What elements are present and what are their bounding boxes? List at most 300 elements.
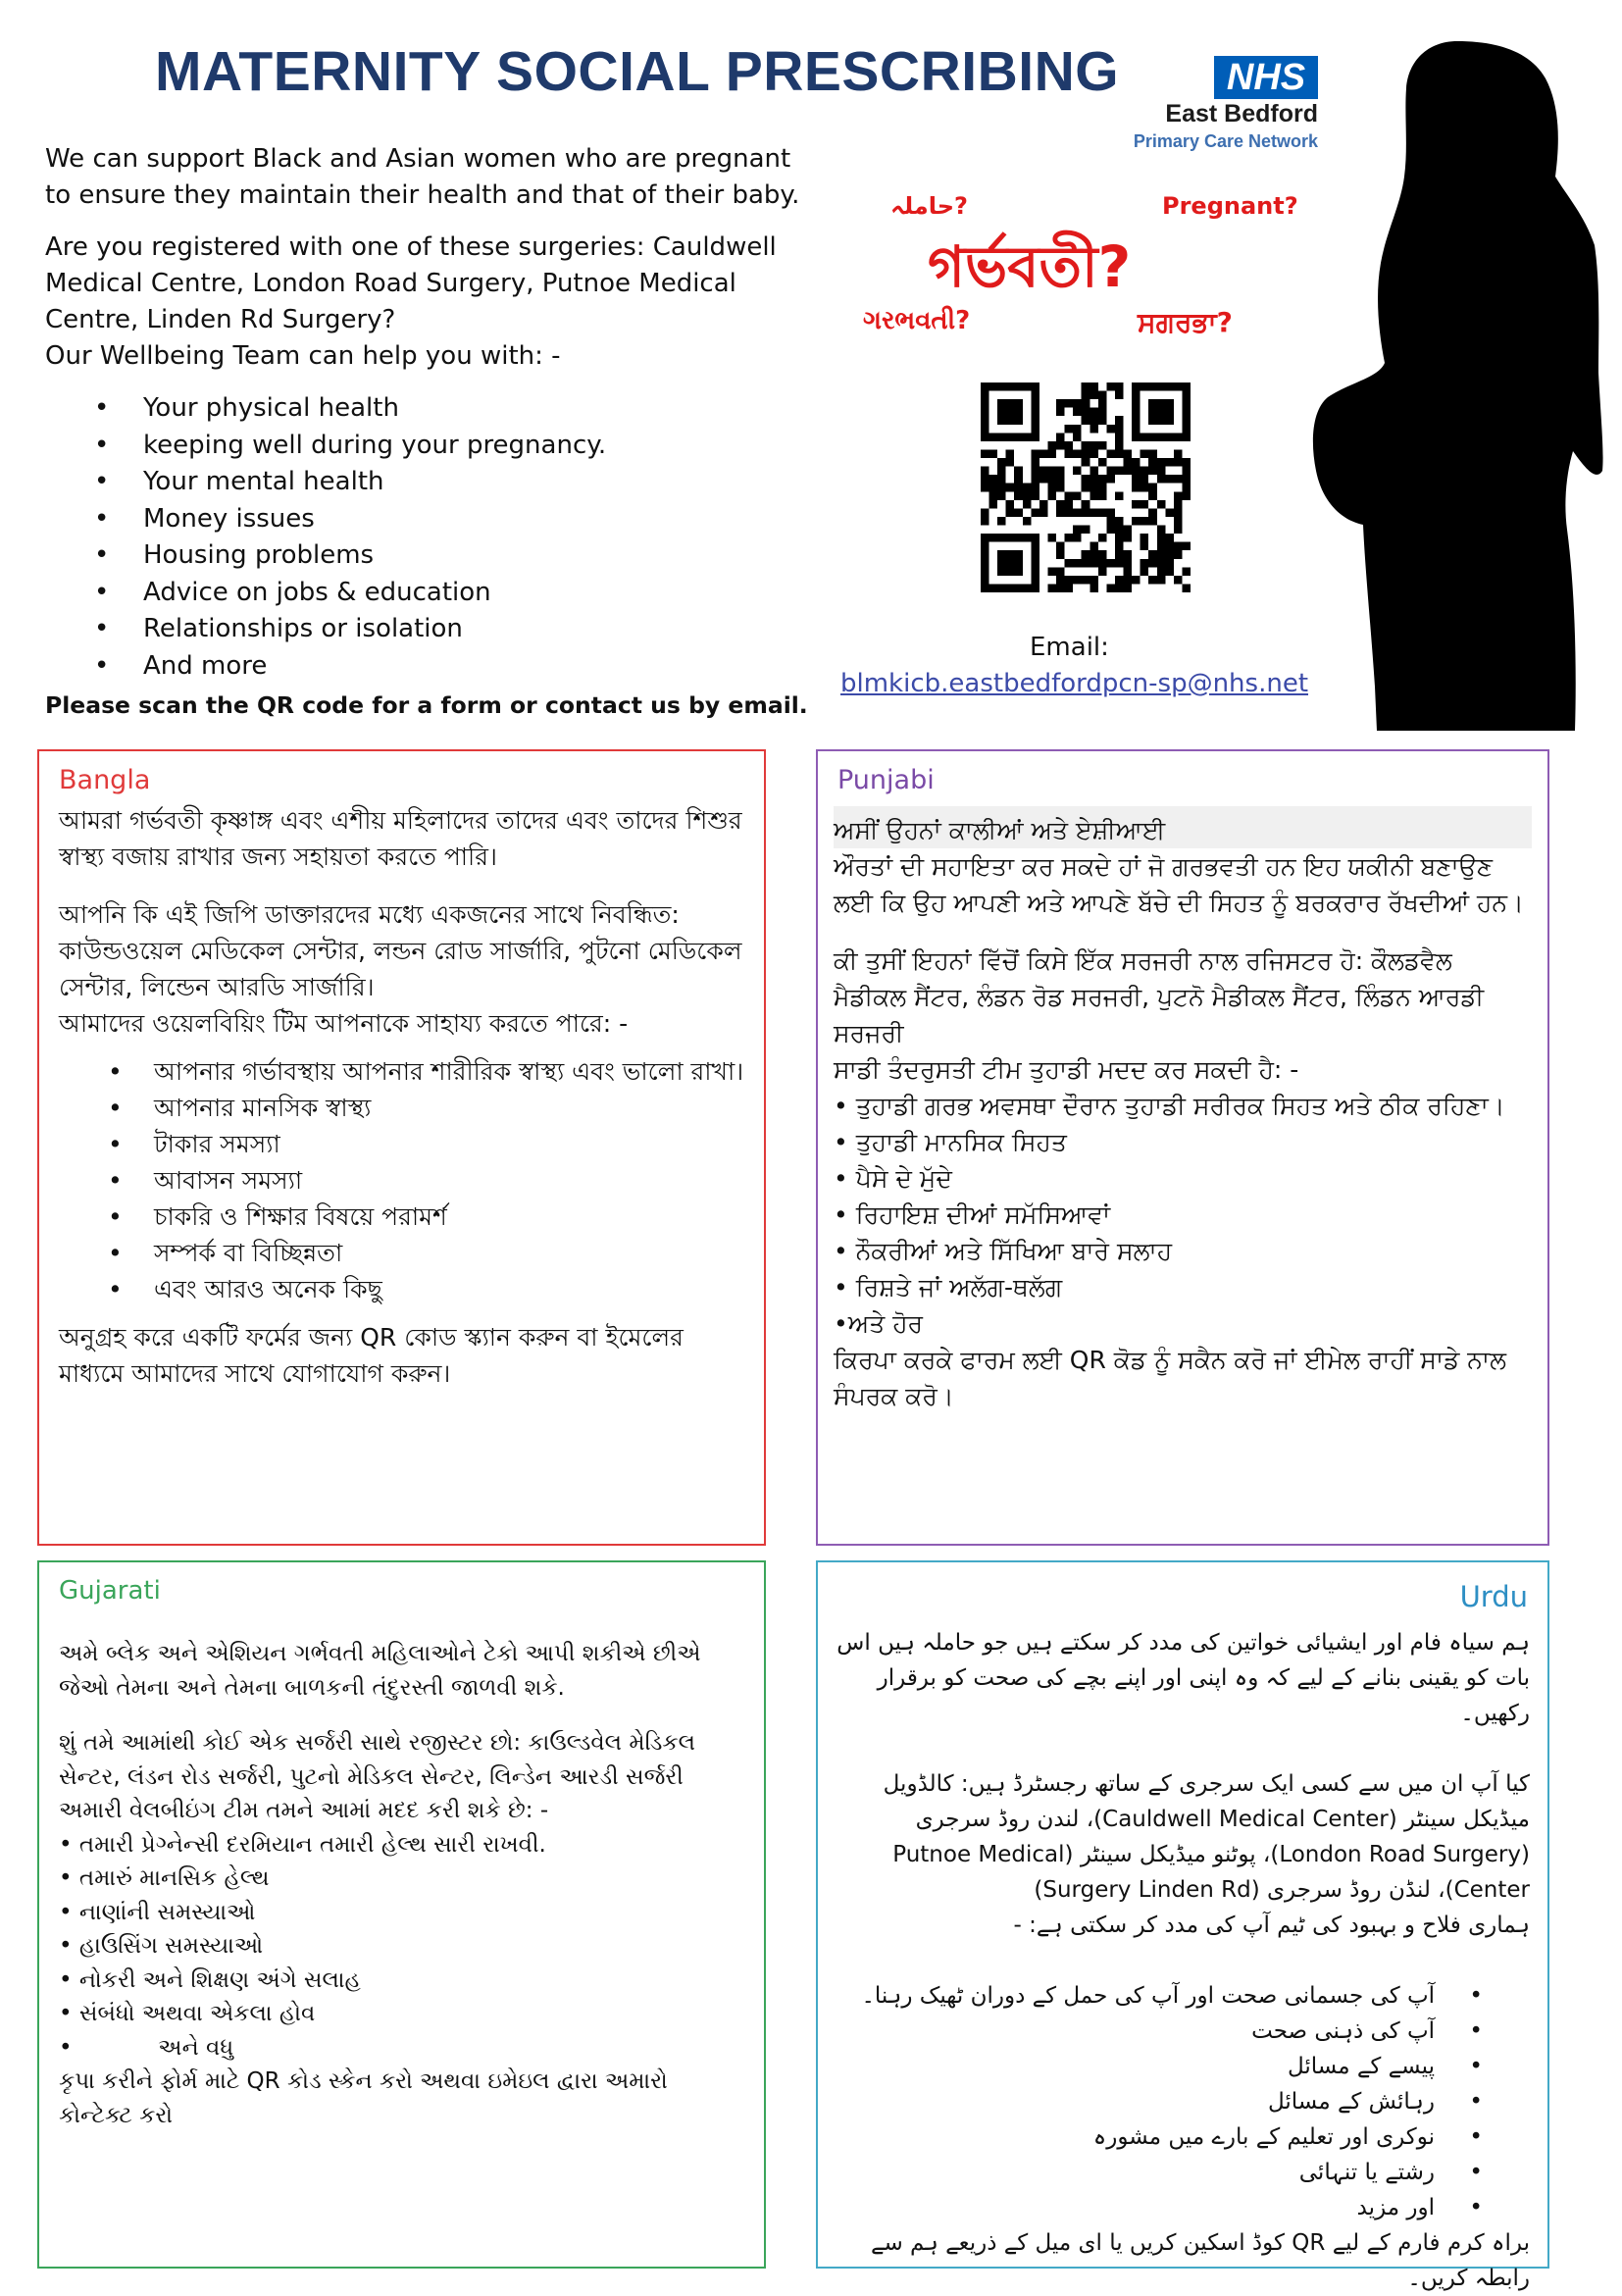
qr-module — [1014, 508, 1023, 517]
qr-module — [1065, 500, 1074, 509]
qr-module — [1106, 475, 1115, 484]
qr-module — [1148, 484, 1157, 492]
list-item: • এবং আরও অনেক কিছু — [59, 1271, 745, 1307]
qr-code[interactable] — [981, 383, 1191, 592]
qr-module — [1115, 391, 1124, 400]
qr-module — [989, 484, 998, 492]
qr-module — [1124, 550, 1133, 559]
list-item: • Money issues — [45, 501, 800, 538]
qr-finder-inner — [1148, 399, 1174, 425]
qr-module — [1047, 567, 1056, 576]
qr-module — [1165, 534, 1174, 542]
qr-module — [1140, 449, 1149, 458]
pregnant-english: Pregnant? — [1162, 192, 1298, 220]
gujarati-body — [59, 1637, 745, 2132]
qr-module — [981, 449, 989, 458]
qr-module — [1115, 433, 1124, 441]
qr-module — [1039, 500, 1048, 509]
qr-module — [1174, 500, 1183, 509]
qr-module — [1047, 491, 1056, 500]
qr-module — [1148, 550, 1157, 559]
qr-module — [1157, 567, 1166, 576]
list-item: • آپ کی ذہنی صحت — [832, 2014, 1530, 2049]
qr-module — [1115, 550, 1124, 559]
qr-module — [1165, 559, 1174, 568]
qr-module — [1082, 399, 1090, 408]
punjabi-paragraph: ਔਰਤਾਂ ਦੀ ਸਹਾਇਤਾ ਕਰ ਸਕਦੇ ਹਾਂ ਜੋ ਗਰਭਵਤੀ ਹਨ ਇਹ ਯਕੀਨੀ ਬਣਾਉਣ ਲਈ ਕਿ ਉਹ ਆਪਣੀ ਅਤੇ ਆਪਣੇ ਬੱਚੇ ਦੀ ਸਿਹਤ ਨੂੰ ਬਰਕਰਾਰ ਰੱਖਦੀਆਂ ਹਨ। — [834, 852, 1524, 917]
qr-module — [1073, 425, 1082, 434]
qr-module — [1098, 491, 1107, 500]
qr-module — [1056, 467, 1065, 476]
qr-module — [1065, 508, 1074, 517]
qr-module — [1082, 383, 1090, 391]
qr-module — [1174, 526, 1183, 535]
qr-module — [1090, 508, 1098, 517]
qr-finder-inner — [997, 550, 1023, 576]
qr-module — [1098, 475, 1107, 484]
qr-module — [1090, 584, 1098, 592]
qr-module — [1006, 508, 1015, 517]
qr-module — [981, 467, 989, 476]
qr-module — [1098, 559, 1107, 568]
qr-module — [1073, 408, 1082, 417]
qr-module — [1090, 416, 1098, 425]
qr-module — [1174, 550, 1183, 559]
qr-module — [1174, 449, 1183, 458]
qr-module — [1106, 467, 1115, 476]
qr-module — [1140, 542, 1149, 551]
qr-module — [1148, 467, 1157, 476]
qr-module — [1023, 491, 1032, 500]
qr-module — [1047, 441, 1056, 450]
qr-module — [1039, 475, 1048, 484]
list-item: • સંબંધો અથવા એકલા હોવ — [59, 2001, 316, 2026]
bangla-title: Bangla — [59, 765, 151, 795]
qr-module — [1098, 391, 1107, 400]
gujarati-title: Gujarati — [59, 1576, 161, 1606]
qr-module — [981, 475, 989, 484]
qr-module — [1056, 584, 1065, 592]
qr-module — [1157, 542, 1166, 551]
qr-module — [989, 491, 998, 500]
qr-module — [1047, 449, 1056, 458]
list-item: • টাকার সমস্যা — [59, 1126, 745, 1162]
pregnant-woman-silhouette-icon — [1310, 39, 1604, 731]
gujarati-surgeries: શું તમે આમાંથી કોઈ એક સર્જરી સાથે રજીસ્ટર છો: કાઉલ્ડવેલ મેડિકલ સેન્ટર, લંડન રોડ સર્જરી, પુટનો મેડિકલ સેન્ટર, લિન્ડેન આરડી સર્જરી — [59, 1730, 696, 1790]
qr-module — [1165, 475, 1174, 484]
qr-module — [1073, 508, 1082, 517]
qr-module — [1098, 458, 1107, 467]
qr-module — [997, 458, 1006, 467]
qr-module — [1165, 542, 1174, 551]
qr-module — [1056, 441, 1065, 450]
urdu-team: ہماری فلاح و بہبود کی ٹیم آپ کی مدد کر سکتی ہے: - — [1013, 1913, 1530, 1938]
qr-module — [1056, 542, 1065, 551]
qr-module — [1098, 550, 1107, 559]
qr-module — [1140, 484, 1149, 492]
qr-module — [1056, 399, 1065, 408]
qr-module — [1082, 550, 1090, 559]
list-item: • અને વધુ — [59, 2034, 234, 2061]
qr-module — [1157, 467, 1166, 476]
qr-module — [1182, 491, 1191, 500]
list-item: • رشتے یا تنہائی — [832, 2155, 1530, 2190]
list-item: • আপনার মানসিক স্বাস্থ্য — [59, 1090, 745, 1126]
list-item: • And more — [45, 648, 800, 686]
qr-module — [997, 484, 1006, 492]
qr-module — [1148, 517, 1157, 526]
qr-module — [1065, 584, 1074, 592]
qr-module — [1073, 526, 1082, 535]
qr-module — [1090, 542, 1098, 551]
list-item: •ਅਤੇ ਹੋਰ — [834, 1309, 924, 1338]
qr-module — [1023, 500, 1032, 509]
qr-module — [1090, 391, 1098, 400]
qr-module — [1115, 534, 1124, 542]
qr-module — [1124, 449, 1133, 458]
list-item: • Housing problems — [45, 537, 800, 575]
punjabi-surgeries: ਕੀ ਤੁਸੀਂ ਇਹਨਾਂ ਵਿੱਚੋਂ ਕਿਸੇ ਇੱਕ ਸਰਜਰੀ ਨਾਲ ਰਜਿਸਟਰ ਹੋ: ਕੌਲਡਵੈਲ ਮੈਡੀਕਲ ਸੈਂਟਰ, ਲੰਡਨ ਰੋਡ ਸਰਜਰੀ, ਪੁਟਨੋ ਮੈਡੀਕਲ ਸੈਂਟਰ, ਲਿੰਡਨ ਆਰਡੀ ਸਰਜਰੀ — [834, 946, 1485, 1047]
qr-module — [1165, 567, 1174, 576]
qr-module — [989, 449, 998, 458]
qr-module — [1182, 542, 1191, 551]
list-item: • Relationships or isolation — [45, 611, 800, 648]
qr-module — [1065, 491, 1074, 500]
list-item: • Advice on jobs & education — [45, 575, 800, 612]
bangla-cta: অনুগ্রহ করে একটি ফর্মের জন্য QR কোড স্ক্যান করুন বা ইমেলের মাধ্যমে আমাদের সাথে যোগাযোগ করুন। — [59, 1323, 684, 1388]
pregnant-gujarati: ગરભવતી? — [863, 306, 971, 335]
qr-module — [1065, 441, 1074, 450]
urdu-surgeries: کیا آپ ان میں سے کسی ایک سرجری کے ساتھ رجسٹرڈ ہیں: کالڈویل میڈیکل سینٹر (Cauldwell Medical Center)، لندن روڈ سرجری (London Road Surgery)، پوٹنو میڈیکل سینٹر (Putnoe Medical Center)، لنڈن روڈ سرجری (Surgery Linden Rd) — [883, 1771, 1530, 1903]
list-item: • તમારી પ્રેગ્નેન્સી દરમિયાન તમારી હેલ્થ સારી રાખવી. — [59, 1831, 546, 1858]
qr-module — [1124, 458, 1133, 467]
bangla-surgeries: আপনি কি এই জিপি ডাক্তারদের মধ্যে একজনের সাথে নিবন্ধিত: কাউন্ডওয়েল মেডিকেল সেন্টার, লন্ডন রোড সার্জারি, পুটনো মেডিকেল সেন্টার, লিন্ডেন আরডি সার্জারি। — [59, 900, 742, 1001]
qr-module — [1056, 475, 1065, 484]
qr-module — [1082, 559, 1090, 568]
qr-module — [1098, 534, 1107, 542]
qr-module — [1148, 491, 1157, 500]
list-item: • keeping well during your pregnancy. — [45, 428, 800, 465]
list-item: • پیسے کے مسائل — [832, 2049, 1530, 2084]
pregnant-urdu: حاملہ? — [890, 192, 968, 220]
qr-module — [1174, 508, 1183, 517]
intro-surgeries: Are you registered with one of these surgeries: Cauldwell Medical Centre, London Road Surgery, Putnoe Medical Centre, Linden Rd Surgery? — [45, 232, 777, 334]
qr-module — [1098, 416, 1107, 425]
qr-module — [1065, 399, 1074, 408]
qr-module — [1082, 576, 1090, 585]
qr-module — [1047, 475, 1056, 484]
qr-module — [981, 484, 989, 492]
qr-module — [1124, 567, 1133, 576]
qr-module — [1090, 408, 1098, 417]
qr-module — [1047, 484, 1056, 492]
list-item: • હાઉસિંગ સમસ્યાઓ — [59, 1933, 264, 1959]
list-item: • ਤੁਹਾਡੀ ਗਰਭ ਅਵਸਥਾ ਦੌਰਾਨ ਤੁਹਾਡੀ ਸਰੀਰਕ ਸਿਹਤ ਅਤੇ ਠੀਕ ਰਹਿਣਾ। — [834, 1092, 1505, 1120]
qr-module — [997, 491, 1006, 500]
list-item: • તમારું માનસિક હેલ્થ — [59, 1865, 270, 1891]
qr-module — [1124, 584, 1133, 592]
gujarati-paragraph: અમે બ્લેક અને એશિયન ગર્ભવતી મહિલાઓને ટેકો આપી શકીએ છીએ જેઓ તેમના અને તેમના બાળકની તંદુરસ્તી જાળવી શકે. — [59, 1641, 701, 1701]
qr-module — [1073, 491, 1082, 500]
qr-module — [1165, 550, 1174, 559]
qr-module — [1174, 458, 1183, 467]
gujarati-cta: કૃપા કરીને ફોર્મ માટે QR કોડ સ્કેન કરો અથવા ઇમેઇલ દ્વારા અમારો કોન્ટેક્ટ કરો — [59, 2068, 668, 2128]
qr-module — [1098, 399, 1107, 408]
qr-module — [981, 508, 989, 517]
qr-module — [1090, 383, 1098, 391]
qr-module — [1082, 526, 1090, 535]
qr-module — [1140, 567, 1149, 576]
qr-module — [981, 517, 989, 526]
qr-module — [1082, 391, 1090, 400]
email-label: Email: — [1030, 633, 1109, 662]
bangla-body — [59, 802, 745, 1392]
qr-module — [1065, 534, 1074, 542]
qr-module — [1148, 508, 1157, 517]
punjabi-cta: ਕਿਰਪਾ ਕਰਕੇ ਫਾਰਮ ਲਈ QR ਕੋਡ ਨੂੰ ਸਕੈਨ ਕਰੋ ਜਾਂ ਈਮੇਲ ਰਾਹੀਂ ਸਾਡੇ ਨਾਲ ਸੰਪਰਕ ਕਰੋ। — [834, 1346, 1506, 1410]
qr-module — [1082, 484, 1090, 492]
intro-team: Our Wellbeing Team can help you with: - — [45, 341, 561, 371]
qr-module — [1090, 441, 1098, 450]
qr-module — [1056, 433, 1065, 441]
email-link[interactable]: blmkicb.eastbedfordpcn-sp@nhs.net — [840, 669, 1309, 698]
bangla-paragraph: আমরা গর্ভবতী কৃষ্ণাঙ্গ এবং এশীয় মহিলাদের তাদের এবং তাদের শিশুর স্বাস্থ্য বজায় রাখার জন্য সহায়তা করতে পারি। — [59, 806, 742, 871]
urdu-cta: براہ کرم فارم کے لیے QR کوڈ اسکین کریں یا ای میل کے ذریعے ہم سے رابطہ کریں۔ — [870, 2230, 1530, 2291]
list-item: • નોકરી અને શિક્ષણ અંગે સલાહ — [59, 1966, 361, 1993]
qr-module — [1090, 425, 1098, 434]
qr-module — [1039, 449, 1048, 458]
qr-module — [1182, 567, 1191, 576]
qr-module — [1047, 534, 1056, 542]
qr-module — [1106, 559, 1115, 568]
list-item: • ਨੌਕਰੀਆਂ ਅਤੇ ਸਿੱਖਿਆ ਬਾਰੇ ਸਲਾਹ — [834, 1237, 1173, 1265]
qr-module — [1106, 383, 1115, 391]
qr-module — [997, 517, 1006, 526]
qr-module — [1056, 576, 1065, 585]
list-item: • ਰਿਸ਼ਤੇ ਜਾਂ ਅਲੱਗ-ਥਲੱਗ — [834, 1273, 1063, 1301]
qr-module — [1157, 559, 1166, 568]
qr-module — [997, 475, 1006, 484]
qr-module — [1115, 576, 1124, 585]
qr-module — [1115, 517, 1124, 526]
pcn-name: East Bedford — [1165, 100, 1318, 128]
qr-module — [1140, 559, 1149, 568]
qr-module — [1098, 567, 1107, 576]
qr-module — [1090, 449, 1098, 458]
qr-module — [1132, 467, 1140, 476]
qr-module — [1006, 449, 1015, 458]
qr-module — [1140, 475, 1149, 484]
qr-module — [1174, 491, 1183, 500]
list-item: • সম্পর্ক বা বিচ্ছিন্নতা — [59, 1235, 745, 1271]
qr-module — [1182, 584, 1191, 592]
qr-module — [1124, 526, 1133, 535]
qr-module — [1047, 467, 1056, 476]
qr-module — [1056, 508, 1065, 517]
qr-module — [1157, 500, 1166, 509]
pregnant-bangla: গর্ভবতী? — [928, 233, 1132, 300]
urdu-title: Urdu — [1459, 1580, 1528, 1613]
punjabi-team: ਸਾਡੀ ਤੰਦਰੁਸਤੀ ਟੀਮ ਤੁਹਾਡੀ ਮਦਦ ਕਰ ਸਕਦੀ ਹੈ: - — [834, 1055, 1299, 1084]
qr-module — [1115, 542, 1124, 551]
qr-module — [1082, 441, 1090, 450]
qr-module — [1031, 491, 1039, 500]
qr-module — [1124, 559, 1133, 568]
qr-module — [1174, 576, 1183, 585]
urdu-body — [832, 1625, 1530, 2296]
qr-module — [1065, 449, 1074, 458]
qr-module — [1124, 534, 1133, 542]
qr-module — [1039, 467, 1048, 476]
qr-module — [1082, 449, 1090, 458]
qr-module — [1014, 491, 1023, 500]
qr-module — [1115, 467, 1124, 476]
urdu-paragraph: ہم سیاہ فام اور ایشیائی خواتین کی مدد کر سکتے ہیں جو حاملہ ہیں اس بات کو یقینی بنانے کے لیے کہ وہ اپنی اور اپنے بچے کی صحت کو برقرار رکھیں۔ — [836, 1630, 1530, 1726]
qr-module — [1065, 576, 1074, 585]
qr-module — [1090, 491, 1098, 500]
urdu-panel — [816, 1560, 1549, 2291]
qr-module — [1174, 542, 1183, 551]
qr-module — [1106, 526, 1115, 535]
qr-module — [1065, 425, 1074, 434]
qr-module — [1106, 584, 1115, 592]
qr-module — [1073, 449, 1082, 458]
qr-module — [1148, 559, 1157, 568]
bangla-list — [59, 1053, 745, 1307]
help-list — [45, 390, 800, 685]
qr-module — [1014, 475, 1023, 484]
gujarati-team: અમારી વેલબીઇંગ ટીમ તમને આમાં મદદ કરી શકે છે: - — [59, 1798, 549, 1823]
qr-module — [1006, 500, 1015, 509]
qr-module — [1106, 508, 1115, 517]
bangla-team: আমাদের ওয়েলবিয়িং টিম আপনাকে সাহায্য করতে পারে: - — [59, 1009, 629, 1038]
qr-module — [1115, 559, 1124, 568]
qr-module — [1065, 559, 1074, 568]
qr-module — [1082, 500, 1090, 509]
qr-module — [1031, 508, 1039, 517]
qr-module — [1182, 475, 1191, 484]
qr-module — [1023, 484, 1032, 492]
qr-module — [1056, 567, 1065, 576]
qr-module — [1132, 517, 1140, 526]
list-item: • Your mental health — [45, 464, 800, 501]
qr-module — [1082, 475, 1090, 484]
qr-module — [1106, 449, 1115, 458]
list-item: • નાણાંની સમસ્યાઓ — [59, 1899, 256, 1925]
gujarati-panel — [37, 1560, 766, 2269]
qr-module — [1023, 517, 1032, 526]
qr-module — [1082, 408, 1090, 417]
list-item: • ਰਿਹਾਇਸ਼ ਦੀਆਂ ਸਮੱਸਿਆਵਾਂ — [834, 1200, 1111, 1229]
qr-module — [1165, 458, 1174, 467]
qr-module — [1031, 449, 1039, 458]
list-item: • آپ کی جسمانی صحت اور آپ کی حمل کے دوران ٹھیک رہنا۔ — [832, 1978, 1530, 2014]
punjabi-body — [834, 802, 1532, 1414]
qr-module — [1073, 467, 1082, 476]
qr-module — [989, 500, 998, 509]
qr-module — [1115, 449, 1124, 458]
qr-module — [1132, 484, 1140, 492]
qr-module — [1182, 484, 1191, 492]
page-title: MATERNITY SOCIAL PRESCRIBING — [155, 40, 1120, 103]
qr-module — [1157, 475, 1166, 484]
qr-module — [1182, 467, 1191, 476]
qr-module — [1106, 517, 1115, 526]
pcn-subtitle: Primary Care Network — [1133, 131, 1318, 151]
qr-module — [1047, 584, 1056, 592]
qr-module — [1090, 559, 1098, 568]
qr-module — [1157, 534, 1166, 542]
urdu-list — [832, 1978, 1530, 2225]
punjabi-paragraph-start: ਅਸੀਂ ਉਹਨਾਂ ਕਾਲੀਆਂ ਅਤੇ ਏਸ਼ੀਆਈ — [834, 806, 1532, 848]
list-item: • ਤੁਹਾਡੀ ਮਾਨਸਿਕ ਸਿਹਤ — [834, 1128, 1067, 1156]
qr-module — [1090, 550, 1098, 559]
qr-module — [1148, 576, 1157, 585]
qr-module — [1115, 416, 1124, 425]
qr-module — [1148, 449, 1157, 458]
qr-module — [1132, 475, 1140, 484]
qr-module — [1182, 458, 1191, 467]
qr-module — [1165, 508, 1174, 517]
qr-module — [1031, 467, 1039, 476]
qr-module — [1157, 550, 1166, 559]
qr-module — [1082, 416, 1090, 425]
bangla-panel — [37, 749, 766, 1546]
qr-module — [1106, 425, 1115, 434]
qr-module — [1031, 475, 1039, 484]
qr-module — [1148, 458, 1157, 467]
list-item: • نوکری اور تعلیم کے بارے میں مشورہ — [832, 2119, 1530, 2155]
list-item: • চাকরি ও শিক্ষার বিষয়ে পরামর্শ — [59, 1199, 745, 1235]
qr-module — [1056, 500, 1065, 509]
qr-module — [1073, 399, 1082, 408]
qr-module — [1115, 491, 1124, 500]
qr-module — [1098, 508, 1107, 517]
qr-module — [1073, 433, 1082, 441]
qr-module — [1056, 484, 1065, 492]
qr-module — [1140, 534, 1149, 542]
qr-module — [1073, 559, 1082, 568]
qr-module — [1115, 441, 1124, 450]
qr-module — [1115, 383, 1124, 391]
qr-module — [1140, 517, 1149, 526]
qr-module — [1157, 576, 1166, 585]
qr-module — [1082, 458, 1090, 467]
qr-module — [997, 467, 1006, 476]
list-item: • Your physical health — [45, 390, 800, 428]
qr-module — [1006, 484, 1015, 492]
list-item: • আবাসন সমস্যা — [59, 1162, 745, 1199]
qr-module — [1098, 408, 1107, 417]
qr-module — [1056, 550, 1065, 559]
qr-module — [1174, 475, 1183, 484]
qr-module — [1006, 458, 1015, 467]
qr-module — [1115, 584, 1124, 592]
qr-module — [1157, 458, 1166, 467]
intro-paragraph: We can support Black and Asian women who are pregnant to ensure they maintain their health and that of their baby. — [45, 144, 800, 210]
qr-module — [1157, 526, 1166, 535]
qr-module — [1115, 425, 1124, 434]
punjabi-panel — [816, 749, 1549, 1546]
qr-module — [1090, 467, 1098, 476]
nhs-logo: NHS — [1214, 56, 1318, 99]
list-item: • আপনার গর্ভাবস্থায় আপনার শারীরিক স্বাস্থ্য এবং ভালো রাখা। — [59, 1053, 745, 1090]
qr-module — [1140, 467, 1149, 476]
qr-module — [1132, 458, 1140, 467]
call-to-action: Please scan the QR code for a form or contact us by email. — [45, 691, 808, 719]
qr-module — [1082, 508, 1090, 517]
qr-module — [1031, 484, 1039, 492]
